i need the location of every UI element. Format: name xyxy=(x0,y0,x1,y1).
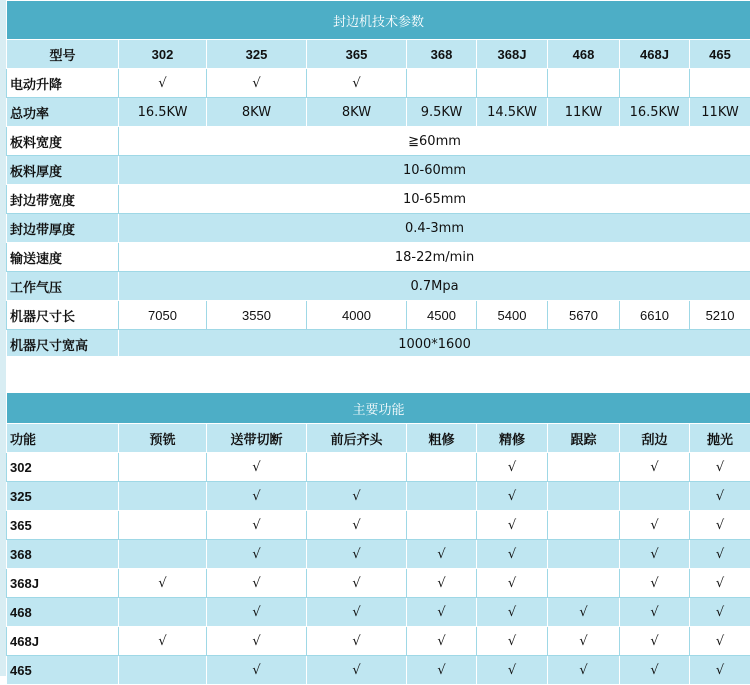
check-mark: √ xyxy=(207,598,307,627)
check-mark: √ xyxy=(477,511,548,540)
check-mark: √ xyxy=(119,69,207,98)
table-row xyxy=(7,656,750,685)
spec-table xyxy=(6,0,750,359)
check-mark: √ xyxy=(690,598,750,627)
check-mark: √ xyxy=(307,569,407,598)
check-mark: √ xyxy=(477,453,548,482)
power-value: 8KW xyxy=(207,98,307,127)
check-mark: √ xyxy=(620,540,690,569)
row-label: 总功率 xyxy=(7,98,119,127)
functions-header-label: 功能 xyxy=(7,424,119,453)
width-height-value: 1000*1600 xyxy=(119,330,750,359)
function-row-model: 365 xyxy=(7,511,119,540)
band-width-value: 10-65mm xyxy=(119,185,750,214)
board-width-row xyxy=(7,127,750,156)
band-thickness-row xyxy=(7,214,750,243)
table-row xyxy=(7,598,750,627)
check-mark xyxy=(119,511,207,540)
check-mark: √ xyxy=(548,598,620,627)
function-name: 前后齐头 xyxy=(307,424,407,453)
check-mark: √ xyxy=(477,482,548,511)
model-header-label: 型号 xyxy=(7,40,119,69)
function-row-model: 302 xyxy=(7,453,119,482)
row-label: 机器尺寸宽高 xyxy=(7,330,119,359)
row-label: 输送速度 xyxy=(7,243,119,272)
length-value: 4000 xyxy=(307,301,407,330)
board-thickness-value: 10-60mm xyxy=(119,156,750,185)
band-thickness-value: 0.4-3mm xyxy=(119,214,750,243)
band-width-row xyxy=(7,185,750,214)
table-row xyxy=(7,453,750,482)
check-mark xyxy=(407,482,477,511)
functions-table xyxy=(6,392,750,685)
length-value: 4500 xyxy=(407,301,477,330)
row-label: 板料宽度 xyxy=(7,127,119,156)
row-label: 板料厚度 xyxy=(7,156,119,185)
function-row-model: 368J xyxy=(7,569,119,598)
functions-body xyxy=(7,453,750,685)
check-mark xyxy=(548,453,620,482)
row-label: 封边带宽度 xyxy=(7,185,119,214)
function-name: 跟踪 xyxy=(548,424,620,453)
row-label: 电动升降 xyxy=(7,69,119,98)
check-mark: √ xyxy=(690,569,750,598)
check-mark: √ xyxy=(307,540,407,569)
check-mark xyxy=(407,69,477,98)
check-mark: √ xyxy=(690,511,750,540)
check-mark: √ xyxy=(620,627,690,656)
model-header-row xyxy=(7,40,750,69)
power-value: 9.5KW xyxy=(407,98,477,127)
check-mark: √ xyxy=(690,540,750,569)
section-gap xyxy=(6,356,750,392)
check-mark xyxy=(119,540,207,569)
check-mark xyxy=(548,69,620,98)
lifting-row xyxy=(7,69,750,98)
check-mark xyxy=(119,598,207,627)
check-mark: √ xyxy=(207,69,307,98)
power-value: 16.5KW xyxy=(119,98,207,127)
power-value: 11KW xyxy=(548,98,620,127)
function-row-model: 468J xyxy=(7,627,119,656)
check-mark: √ xyxy=(207,569,307,598)
check-mark: √ xyxy=(690,627,750,656)
function-row-model: 465 xyxy=(7,656,119,685)
check-mark xyxy=(690,69,750,98)
check-mark: √ xyxy=(548,656,620,685)
function-name: 刮边 xyxy=(620,424,690,453)
check-mark xyxy=(407,453,477,482)
function-row-model: 468 xyxy=(7,598,119,627)
length-row xyxy=(7,301,750,330)
check-mark: √ xyxy=(207,511,307,540)
check-mark: √ xyxy=(477,627,548,656)
function-name: 抛光 xyxy=(690,424,750,453)
model-name: 368 xyxy=(407,40,477,69)
functions-header-row xyxy=(7,424,750,453)
check-mark: √ xyxy=(620,511,690,540)
check-mark xyxy=(307,453,407,482)
feed-speed-value: 18-22m/min xyxy=(119,243,750,272)
model-name: 302 xyxy=(119,40,207,69)
function-name: 送带切断 xyxy=(207,424,307,453)
check-mark: √ xyxy=(620,598,690,627)
check-mark: √ xyxy=(407,656,477,685)
check-mark: √ xyxy=(477,598,548,627)
function-row-model: 368 xyxy=(7,540,119,569)
check-mark xyxy=(548,482,620,511)
model-name: 468 xyxy=(548,40,620,69)
check-mark xyxy=(119,656,207,685)
row-label: 机器尺寸长 xyxy=(7,301,119,330)
check-mark xyxy=(548,540,620,569)
check-mark: √ xyxy=(307,627,407,656)
model-name: 468J xyxy=(620,40,690,69)
function-name: 预铣 xyxy=(119,424,207,453)
power-value: 11KW xyxy=(690,98,750,127)
function-name: 粗修 xyxy=(407,424,477,453)
length-value: 6610 xyxy=(620,301,690,330)
power-value: 8KW xyxy=(307,98,407,127)
check-mark xyxy=(119,482,207,511)
board-thickness-row xyxy=(7,156,750,185)
model-name: 465 xyxy=(690,40,750,69)
function-row-model: 325 xyxy=(7,482,119,511)
check-mark xyxy=(548,511,620,540)
check-mark: √ xyxy=(407,540,477,569)
check-mark: √ xyxy=(307,511,407,540)
check-mark: √ xyxy=(207,482,307,511)
length-value: 5400 xyxy=(477,301,548,330)
check-mark: √ xyxy=(690,453,750,482)
check-mark: √ xyxy=(690,482,750,511)
check-mark: √ xyxy=(407,627,477,656)
length-value: 5670 xyxy=(548,301,620,330)
check-mark: √ xyxy=(477,540,548,569)
check-mark xyxy=(620,482,690,511)
table-row xyxy=(7,482,750,511)
check-mark: √ xyxy=(307,69,407,98)
air-pressure-row xyxy=(7,272,750,301)
check-mark: √ xyxy=(207,540,307,569)
function-name: 精修 xyxy=(477,424,548,453)
table-row xyxy=(7,627,750,656)
power-row xyxy=(7,98,750,127)
board-width-value: ≧60mm xyxy=(119,127,750,156)
check-mark: √ xyxy=(307,656,407,685)
power-value: 16.5KW xyxy=(620,98,690,127)
check-mark: √ xyxy=(407,598,477,627)
check-mark: √ xyxy=(207,656,307,685)
check-mark: √ xyxy=(620,656,690,685)
check-mark: √ xyxy=(207,627,307,656)
row-label: 工作气压 xyxy=(7,272,119,301)
table-row xyxy=(7,511,750,540)
model-name: 325 xyxy=(207,40,307,69)
power-value: 14.5KW xyxy=(477,98,548,127)
row-label: 封边带厚度 xyxy=(7,214,119,243)
model-name: 368J xyxy=(477,40,548,69)
check-mark: √ xyxy=(119,627,207,656)
width-height-row xyxy=(7,330,750,359)
check-mark: √ xyxy=(119,569,207,598)
functions-title: 主要功能 xyxy=(7,393,750,424)
check-mark: √ xyxy=(477,569,548,598)
table-row xyxy=(7,540,750,569)
check-mark: √ xyxy=(620,453,690,482)
check-mark xyxy=(620,69,690,98)
length-value: 7050 xyxy=(119,301,207,330)
check-mark: √ xyxy=(620,569,690,598)
check-mark xyxy=(119,453,207,482)
check-mark: √ xyxy=(407,569,477,598)
length-value: 3550 xyxy=(207,301,307,330)
check-mark: √ xyxy=(548,627,620,656)
table-row xyxy=(7,569,750,598)
feed-speed-row xyxy=(7,243,750,272)
air-pressure-value: 0.7Mpa xyxy=(119,272,750,301)
check-mark xyxy=(407,511,477,540)
check-mark: √ xyxy=(207,453,307,482)
check-mark: √ xyxy=(690,656,750,685)
check-mark xyxy=(477,69,548,98)
model-name: 365 xyxy=(307,40,407,69)
check-mark: √ xyxy=(307,598,407,627)
spec-title: 封边机技术参数 xyxy=(7,1,750,40)
check-mark xyxy=(548,569,620,598)
check-mark: √ xyxy=(307,482,407,511)
check-mark: √ xyxy=(477,656,548,685)
length-value: 5210 xyxy=(690,301,750,330)
